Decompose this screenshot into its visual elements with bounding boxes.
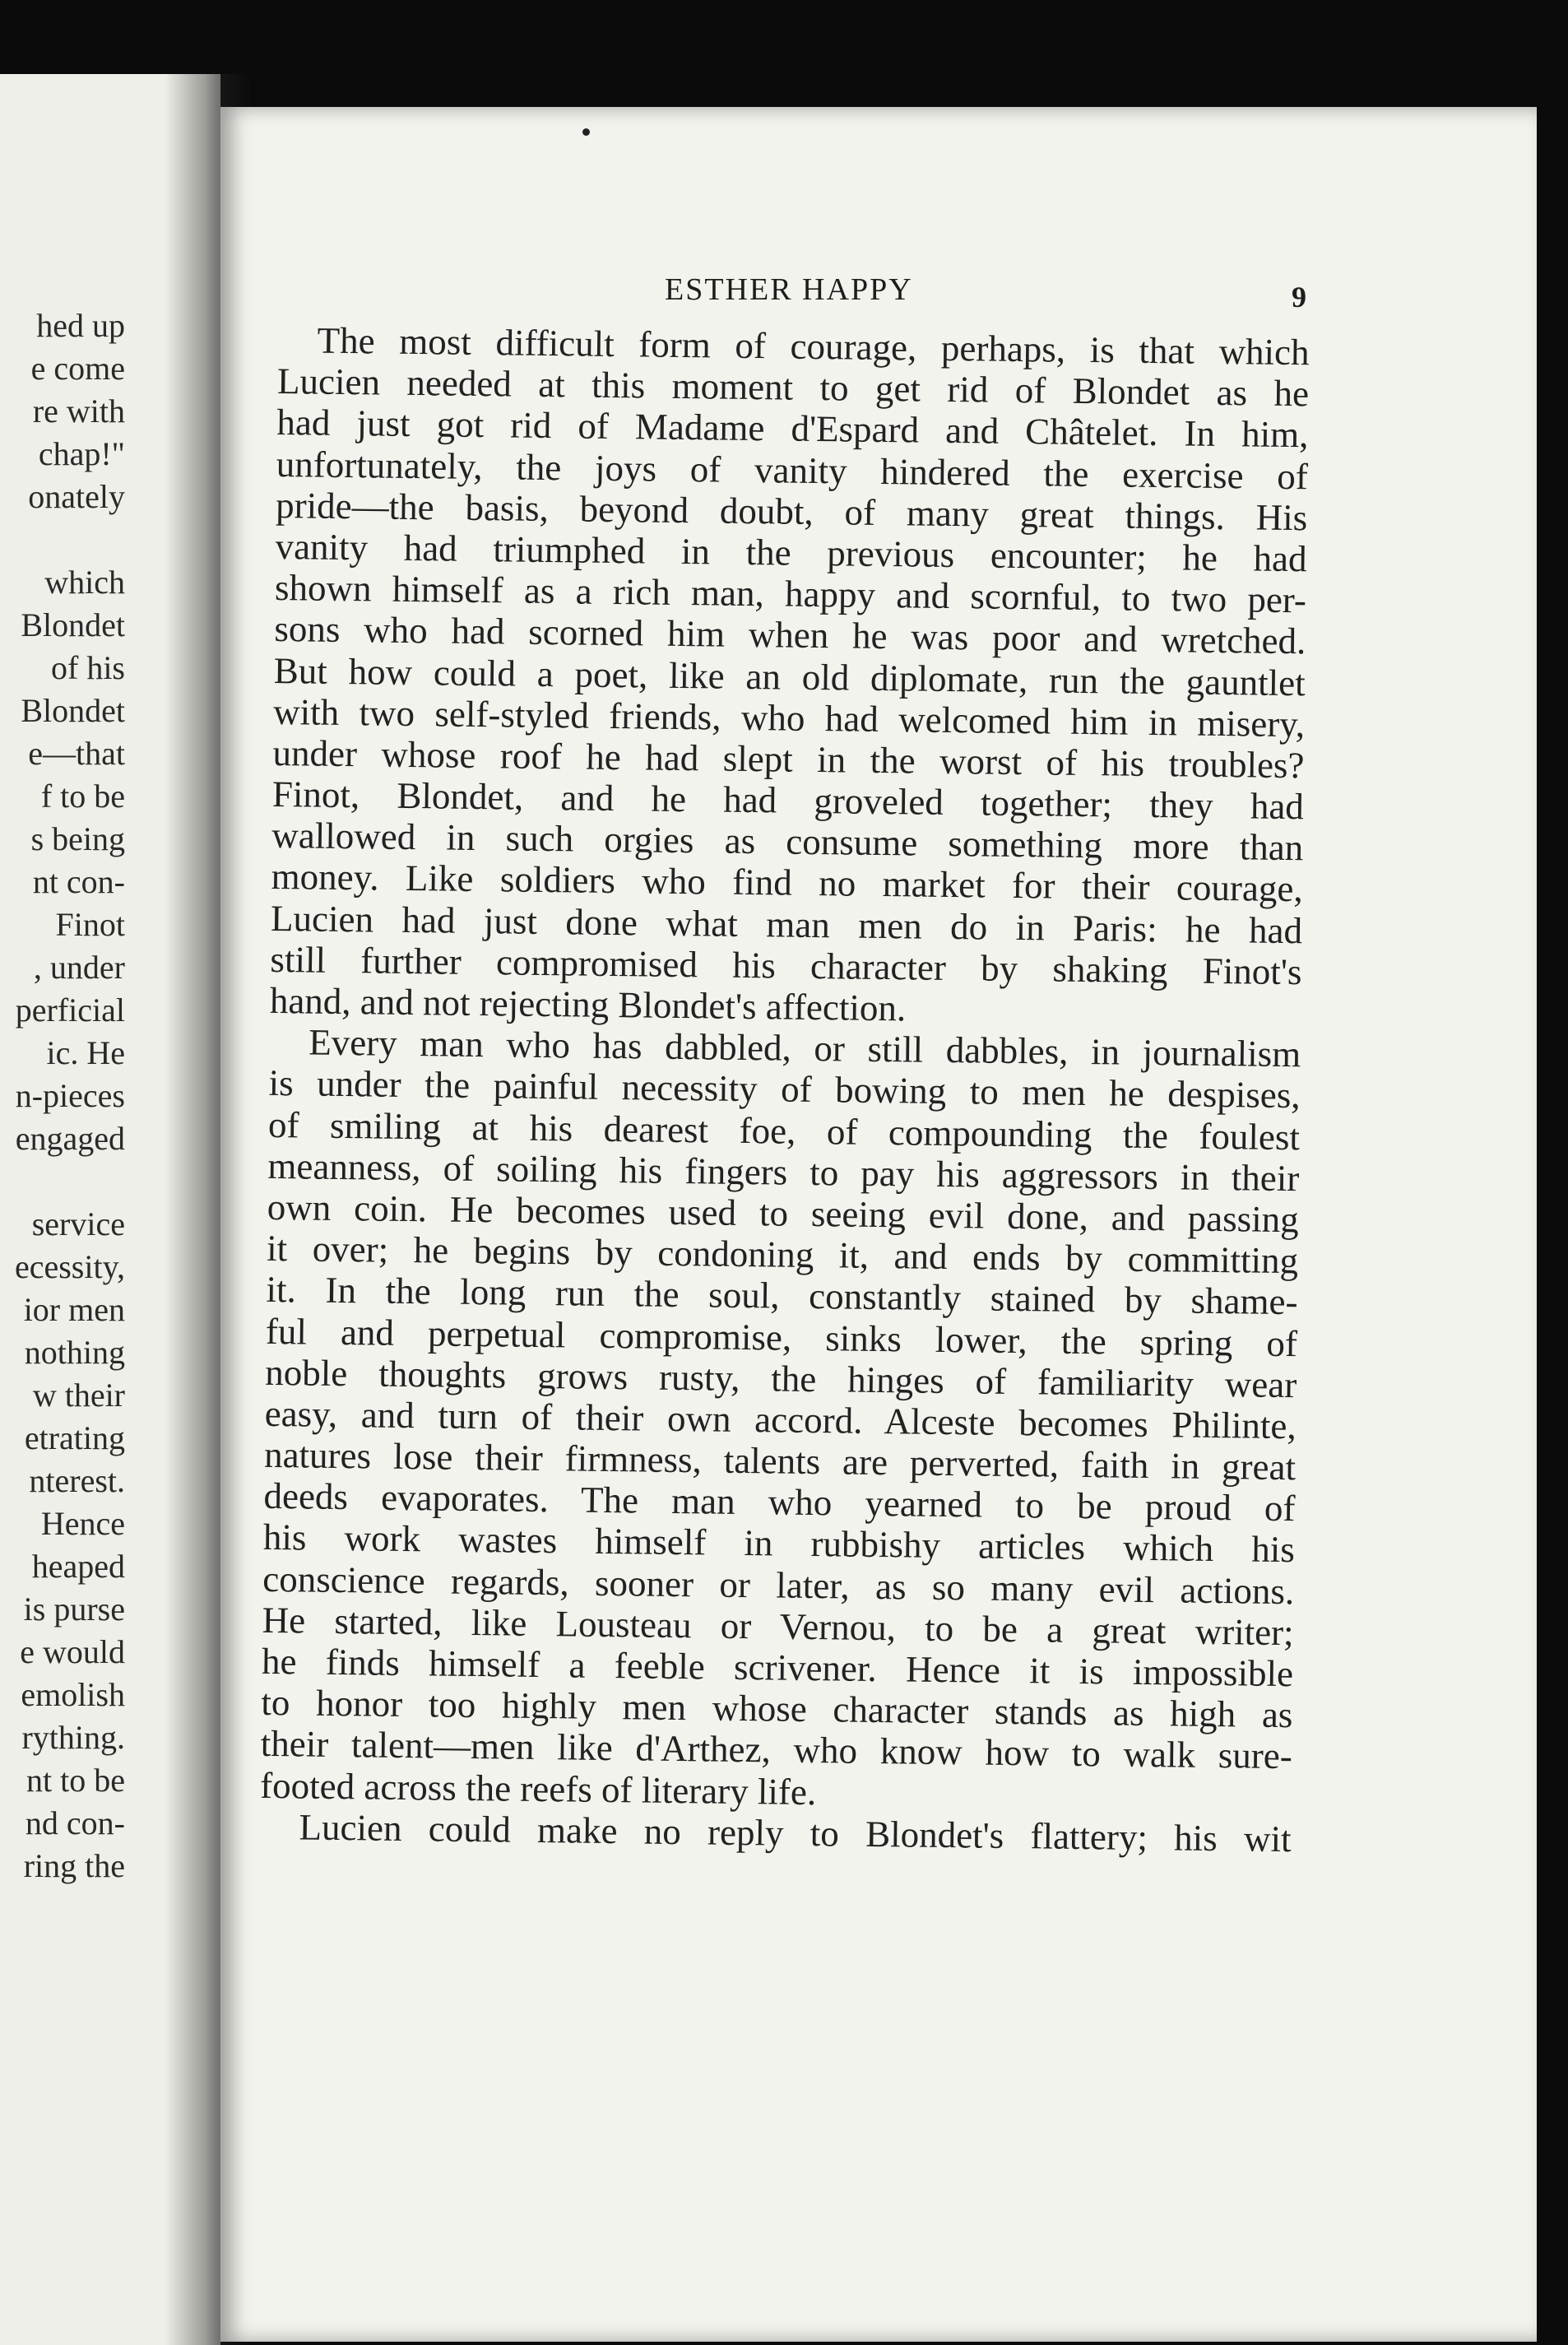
left-page-line: s being (30, 820, 125, 857)
left-page-line: engaged (15, 1120, 125, 1157)
text-line: he finds himself a feeble scrivener. Hence it is impossible (261, 1640, 1294, 1695)
left-page-line: onately (28, 478, 125, 515)
text-line: natures lose their firmness, talents are perverted, faith in great (263, 1433, 1297, 1488)
text-line: footed across the reefs of literary life. (259, 1764, 817, 1813)
text-line: easy, and turn of their own accord. Alceste becomes Philinte, (264, 1392, 1297, 1447)
text-line: ful and perpetual compromise, sinks lower, the spring of (265, 1310, 1298, 1364)
text-line: still further compromised his character by shaking Finot's (270, 938, 1302, 993)
text-line: Lucien needed at this moment to get rid of Blondet as he (276, 360, 1310, 415)
left-page-line: rything. (21, 1719, 125, 1756)
text-line: Every man who has dabbled, or still dabbles, in journalism (308, 1021, 1301, 1075)
left-page-line (0, 1160, 125, 1203)
left-page-line: Blondet (21, 606, 125, 643)
left-page-line: nterest. (29, 1462, 125, 1499)
left-page-line: ecessity, (14, 1248, 125, 1285)
text-line: meanness, of soiling his fingers to pay his aggressors in their (267, 1145, 1300, 1199)
left-page-line: nothing (24, 1334, 125, 1371)
left-page-line: service (31, 1205, 125, 1242)
left-page-line: heaped (31, 1548, 125, 1585)
text-line: conscience regards, sooner or later, as so many evil actions. (262, 1558, 1295, 1612)
text-line: deeds evaporates. The man who yearned to be proud of (263, 1475, 1296, 1530)
text-line: But how could a poet, like an old diplomate, run the gauntlet (273, 649, 1306, 704)
left-page-line: nt to be (26, 1762, 125, 1799)
left-page-line: re with (32, 392, 125, 430)
text-line: their talent—men like d'Arthez, who know how to walk sure- (260, 1723, 1293, 1777)
text-line: his work wastes himself in rubbishy articles which his (262, 1516, 1296, 1571)
left-page-line: e—that (28, 735, 125, 772)
text-line: of smiling at his dearest foe, of compounding the foulest (267, 1103, 1301, 1158)
text-line: vanity had triumphed in the previous encounter; he had (275, 525, 1307, 580)
text-line: own coin. He becomes used to seeing evil done, and passing (267, 1186, 1300, 1241)
left-page-line: e come (30, 350, 125, 387)
left-page-line: emolish (21, 1676, 125, 1713)
text-line: Lucien could make no reply to Blondet's flattery; his wit (299, 1806, 1292, 1860)
text-line: unfortunately, the joys of vanity hindered the exercise of (276, 443, 1309, 497)
text-line: sons who had scorned him when he was poor and wretched. (274, 608, 1306, 662)
text-line: under whose roof he had slept in the worst of his troubles? (272, 731, 1305, 787)
left-page-line (0, 518, 125, 561)
text-line: to honor too highly men whose character stands as high as (261, 1682, 1293, 1736)
left-page-text (0, 304, 125, 1888)
left-page-line: nt con- (32, 863, 125, 900)
text-line: money. Like soldiers who find no market for their courage, (271, 856, 1303, 910)
text-line: hand, and not rejecting Blondet's affection. (269, 979, 907, 1029)
left-page-line: Blondet (21, 692, 125, 729)
left-page-line: perficial (15, 991, 125, 1029)
left-page-line: ior men (23, 1291, 125, 1328)
text-line: noble thoughts grows rusty, the hinges of familiarity wear (265, 1351, 1297, 1405)
right-page (220, 107, 1537, 2342)
left-page-line: hed up (36, 307, 125, 344)
left-page-line: Hence (40, 1505, 125, 1542)
left-page-line: ring the (23, 1847, 125, 1884)
left-page-line: n-pieces (15, 1077, 125, 1114)
text-line: Lucien had just done what man men do in Paris: he had (270, 897, 1303, 951)
left-page-line: w their (32, 1377, 125, 1414)
text-line: shown himself as a rich man, happy and scornful, to two per- (274, 567, 1307, 621)
text-line: had just got rid of Madame d'Espard and Châtelet. In him, (276, 402, 1309, 456)
left-page-line: nd con- (25, 1804, 125, 1841)
left-page-line: Finot (55, 906, 125, 943)
text-line: Finot, Blondet, and he had groveled together; they had (271, 773, 1305, 828)
left-page-line: , under (33, 949, 125, 986)
text-line: is under the painful necessity of bowing to men he despises, (268, 1062, 1301, 1117)
left-page-line: f to be (40, 778, 125, 815)
text-line: with two self-styled friends, who had welcomed him in misery, (272, 690, 1306, 745)
text-line: wallowed in such orgies as consume something more than (271, 815, 1304, 869)
left-page-line: etrating (24, 1419, 125, 1456)
left-page-line: of his (51, 649, 125, 686)
left-page-line: chap!" (38, 435, 125, 472)
text-line: it over; he begins by condoning it, and ends by committing (266, 1228, 1299, 1282)
running-head: ESTHER HAPPY (665, 272, 913, 307)
text-line: The most difficult form of courage, perhaps, is that which (317, 319, 1310, 374)
left-page-line: is purse (23, 1590, 125, 1628)
left-page-line: which (44, 564, 125, 601)
page-number: 9 (1292, 281, 1306, 313)
text-line: He started, like Lousteau or Vernou, to be a great writer; (262, 1599, 1294, 1654)
body-text (259, 319, 1310, 1860)
text-line: it. In the long run the soul, constantly stained by shame- (266, 1269, 1298, 1323)
page-speck (582, 128, 590, 136)
text-line: pride—the basis, beyond doubt, of many great things. His (275, 484, 1308, 539)
left-page-line: ic. He (46, 1034, 125, 1071)
left-page-line: e would (20, 1633, 125, 1670)
